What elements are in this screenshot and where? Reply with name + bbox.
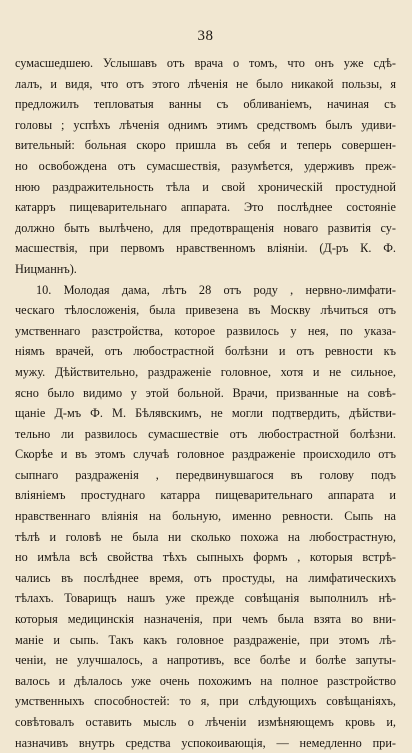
text-line: тѣлахъ. Товарищъ нашъ уже прежде совѣщанія выполнилъ нѣ- <box>15 591 396 606</box>
text-line: умственнаго разстройства, которое развилось у нея, по указа- <box>15 323 396 338</box>
text-line: вительный: больная скоро пришла въ себя и теперь совершен- <box>15 138 396 153</box>
text-line: нюю раздражительность тѣла и свой хроническій простудной <box>15 179 396 194</box>
text-line: головы ; успѣхъ лѣченія однимъ этимъ средствомъ былъ удиви- <box>15 117 396 132</box>
text-line: умственныхъ способностей: то я, при слѣдующихъ совѣщаніяхъ, <box>15 694 396 709</box>
text-line: но освобождена отъ сумасшествія, разумѣется, удерживъ преж- <box>15 158 396 173</box>
text-line: нравственнаго вліянія на больную, именно ревности. Сыпь на <box>15 509 396 524</box>
page-number: 38 <box>197 28 214 44</box>
body-text <box>15 53 396 753</box>
text-line: тѣлѣ и головѣ не была ни сколько похожа на любострастную, <box>15 529 396 544</box>
text-line: Ницманнъ). <box>15 261 77 276</box>
text-line: маніе и сыпь. Такъ какъ головное раздраженіе, при этомъ лѣ- <box>15 632 396 647</box>
text-line: которыя медицинскія назначенія, при чемъ была взята во вни- <box>15 612 396 627</box>
text-line: лалъ, и видя, что отъ этого лѣченія не было никакой пользы, я <box>15 76 396 91</box>
text-line: тельно ли развилось сумасшествіе отъ любострастной болѣзни. <box>15 426 396 441</box>
text-line: должно быть вылѣчено, для предотвращенія новаго развитія су- <box>15 220 396 235</box>
text-line: чались въ послѣднее время, отъ простуды, на лимфатическихъ <box>15 570 396 585</box>
text-line: ченіи, не улучшалось, а напротивъ, все болѣе и болѣе запуты- <box>15 653 396 668</box>
text-line: масшествія, при первомъ нравственномъ вліяніи. (Д-ръ К. Ф. <box>15 241 396 256</box>
text-line: ясно было видимо у этой больной. Врачи, призванные на совѣ- <box>15 385 396 400</box>
text-line: ческаго тѣлосложенія, была привезена въ Москву лѣчиться отъ <box>15 303 396 318</box>
text-line: щаніе Д-мъ Ф. М. Бѣлявскимъ, не могли подтвердить, дѣйстви- <box>15 406 396 421</box>
text-line: ніямъ врачей, отъ любострастной болѣзни и отъ ревности къ <box>15 344 396 359</box>
text-line: назначивъ внутрь средства успокоивающія, — немедленно при- <box>15 735 396 750</box>
text-line: сыпнаго раздраженія , передвинувшагося въ голову подъ <box>15 467 396 482</box>
text-line: мужу. Дѣйствительно, раздраженіе головное, хотя и не сильное, <box>15 364 396 379</box>
text-line: валось и дѣлалось уже очень похожимъ на полное разстройство <box>15 673 396 688</box>
text-line: сумасшедшею. Услышавъ отъ врача о томъ, что онъ уже сдѣ- <box>15 56 396 70</box>
text-line: вліяніемъ простуднаго катарра пищеварительнаго аппарата и <box>15 488 396 503</box>
text-line: катарръ пищеварительнаго аппарата. Это послѣднее состояніе <box>15 200 396 215</box>
text-line: Скорѣе и въ этомъ случаѣ головное раздраженіе происходило отъ <box>15 447 396 462</box>
text-line: но имѣла всѣ свойства тѣхъ сыпныхъ формъ , которыя встрѣ- <box>15 550 396 565</box>
text-line: предложилъ тепловатыя ванны съ обливаніемъ, начиная съ <box>15 97 396 112</box>
text-line: совѣтовалъ оставить мысль о лѣченіи измѣняющемъ кровь и, <box>15 715 396 729</box>
text-line: 10. Молодая дама, лѣтъ 28 отъ роду , нервно-лимфати- <box>36 282 396 297</box>
